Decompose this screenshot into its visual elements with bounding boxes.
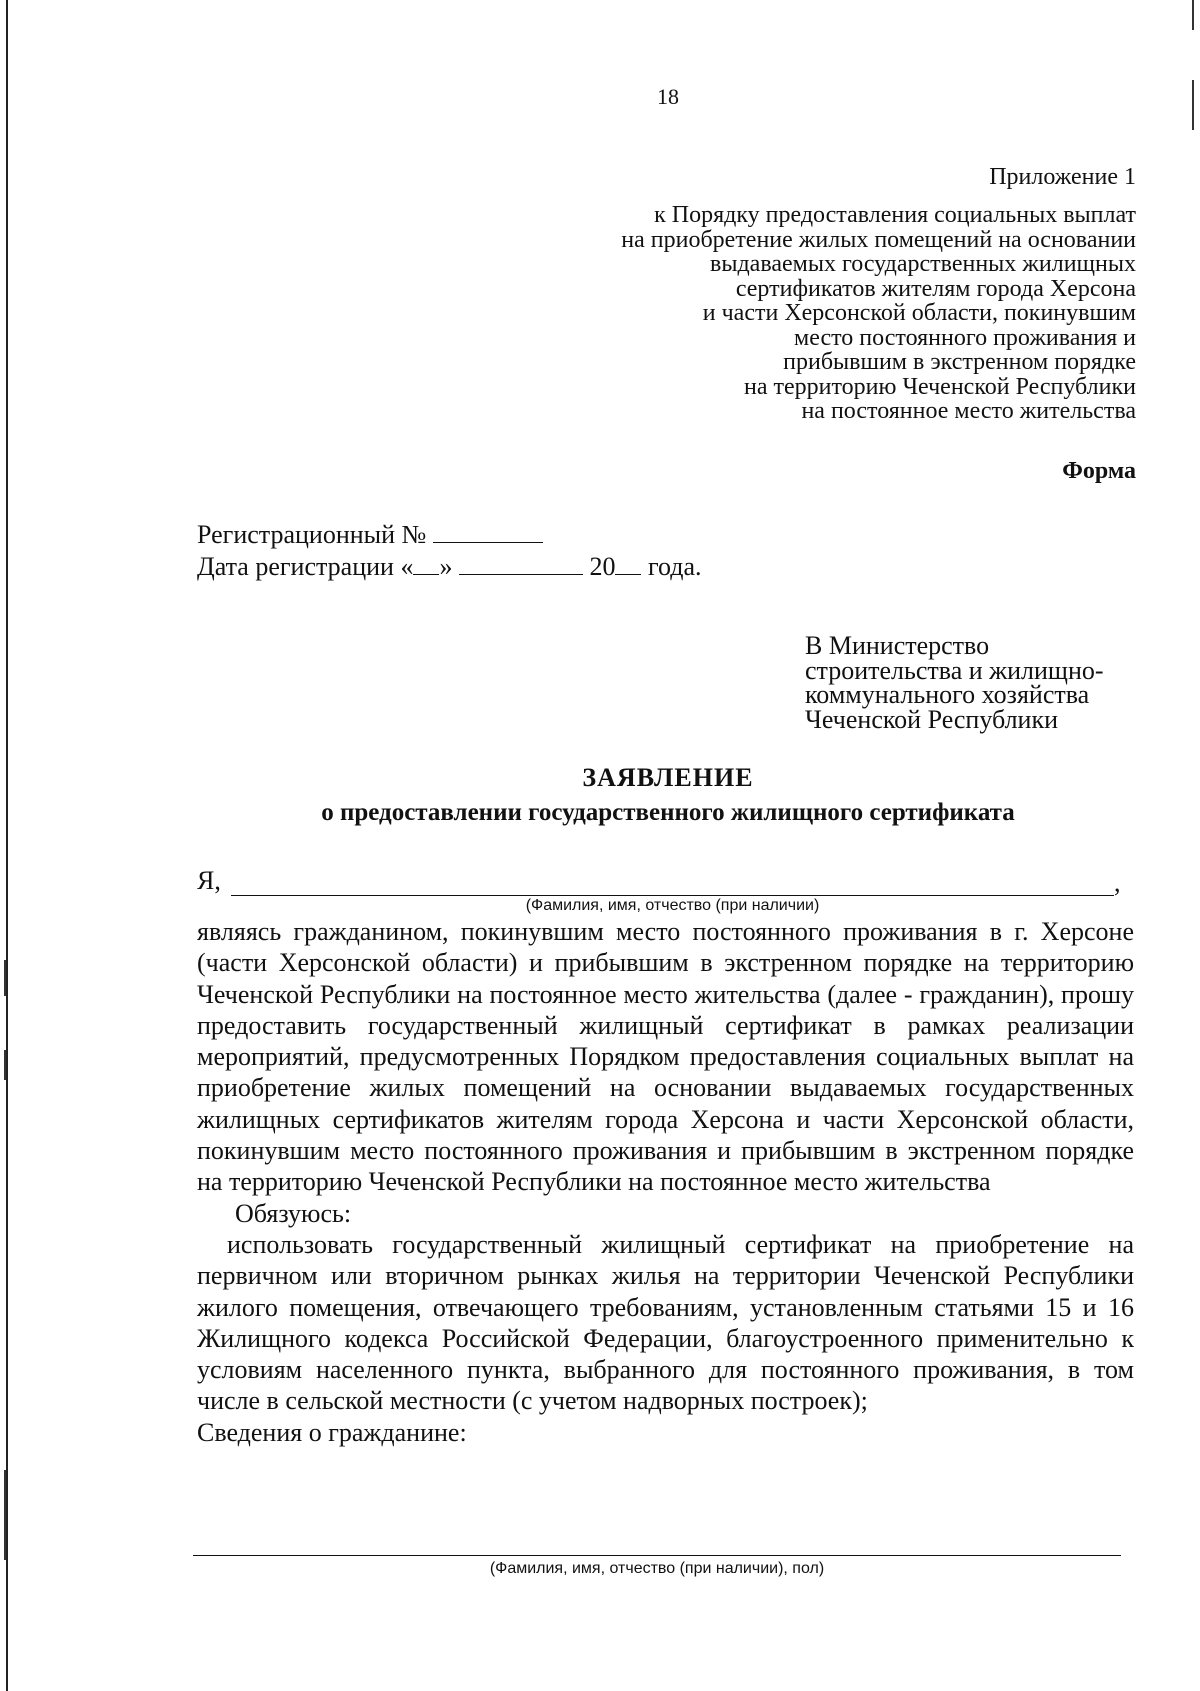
registration-block xyxy=(197,519,702,583)
citizen-info-caption: (Фамилия, имя, отчество (при наличии), пол) xyxy=(489,1560,825,1577)
applicant-comma: , xyxy=(1114,868,1121,897)
form-label: Форма xyxy=(1062,458,1136,484)
page-number: 18 xyxy=(657,84,679,109)
registration-number-row xyxy=(197,519,702,551)
appendix-reference xyxy=(621,203,1136,424)
registration-date-row xyxy=(197,551,702,583)
obligation-paragraph: использовать государственный жилищный сертификат на приобретение на первичном или вторичном рынках жилья на территории Чеченской Республики жилого помещения, отвечающего требованиям, установленным статьями 15 и 16 Жилищного кодекса Российской Федерации, благоустроенного применительно к условиям населенного пункта, выбранного для постоянного проживания, в том числе в сельской местности (с учетом надворных построек); xyxy=(197,1229,1134,1416)
applicant-prefix: Я, xyxy=(197,866,221,895)
appendix-line: сертификатов жителям города Херсона xyxy=(735,275,1136,302)
appendix-line: место постоянного проживания и xyxy=(794,324,1136,351)
scan-mark xyxy=(4,1470,6,1560)
obligation-heading: Обязуюсь: xyxy=(235,1198,352,1228)
scan-mark xyxy=(4,1050,6,1080)
registration-date-label: Дата регистрации « xyxy=(197,552,414,581)
citizen-info-heading: Сведения о гражданине: xyxy=(197,1417,467,1447)
appendix-line: выдаваемых государственных жилищных xyxy=(710,251,1136,277)
registration-date-quote: » xyxy=(439,552,453,581)
document-subtitle: о предоставлении государственного жилищного сертификата xyxy=(321,799,1015,826)
registration-year-prefix: 20 xyxy=(589,552,616,581)
appendix-line: на постоянное место жительства xyxy=(801,398,1136,424)
appendix-title: Приложение 1 xyxy=(989,164,1136,190)
registration-year-blank[interactable] xyxy=(615,552,641,575)
addressee-block xyxy=(805,631,1104,734)
scan-mark xyxy=(4,960,6,996)
registration-number-blank[interactable] xyxy=(433,520,543,543)
document-title: ЗАЯВЛЕНИЕ xyxy=(582,763,754,792)
citizen-info-field[interactable] xyxy=(193,1555,1121,1556)
scan-mark xyxy=(1192,0,1194,30)
applicant-name-caption: (Фамилия, имя, отчество (при наличии) xyxy=(525,897,820,914)
registration-year-suffix: года. xyxy=(647,552,702,581)
statement-paragraph: являясь гражданином, покинувшим место постоянного проживания в г. Херсоне (части Херсонской области) и прибывшим в экстренном порядке на территорию Чеченской Республики на постоянное место жительства (далее - гражданин), прошу предоставить государственный жилищный сертификат в рамках реализации мероприятий, предусмотренных Порядком предоставления социальных выплат на приобретение жилых помещений на основании выдаваемых государственных жилищных сертификатов жителям города Херсона и части Херсонской области, покинувшим место постоянного проживания и прибывшим в экстренном порядке на территорию Чеченской Республики на постоянное место жительства xyxy=(197,917,1134,1197)
appendix-line: к Порядку предоставления социальных выплат xyxy=(654,202,1136,228)
appendix-line: на приобретение жилых помещений на основании xyxy=(621,226,1136,253)
registration-day-blank[interactable] xyxy=(413,552,439,575)
registration-month-blank[interactable] xyxy=(459,552,583,575)
addressee-line: В Министерство xyxy=(805,631,990,660)
addressee-line: строительства и жилищно- xyxy=(805,655,1104,685)
addressee-line: Чеченской Республики xyxy=(805,704,1059,734)
appendix-line: и части Херсонской области, покинувшим xyxy=(702,300,1136,326)
registration-number-label: Регистрационный № xyxy=(197,520,427,549)
scan-edge xyxy=(6,0,8,1691)
applicant-name-field[interactable] xyxy=(231,895,1114,896)
appendix-line: на территорию Чеченской Республики xyxy=(744,373,1136,400)
appendix-line: прибывшим в экстренном порядке xyxy=(783,349,1136,375)
statement-body xyxy=(197,916,1134,1448)
addressee-line: коммунального хозяйства xyxy=(805,680,1090,709)
